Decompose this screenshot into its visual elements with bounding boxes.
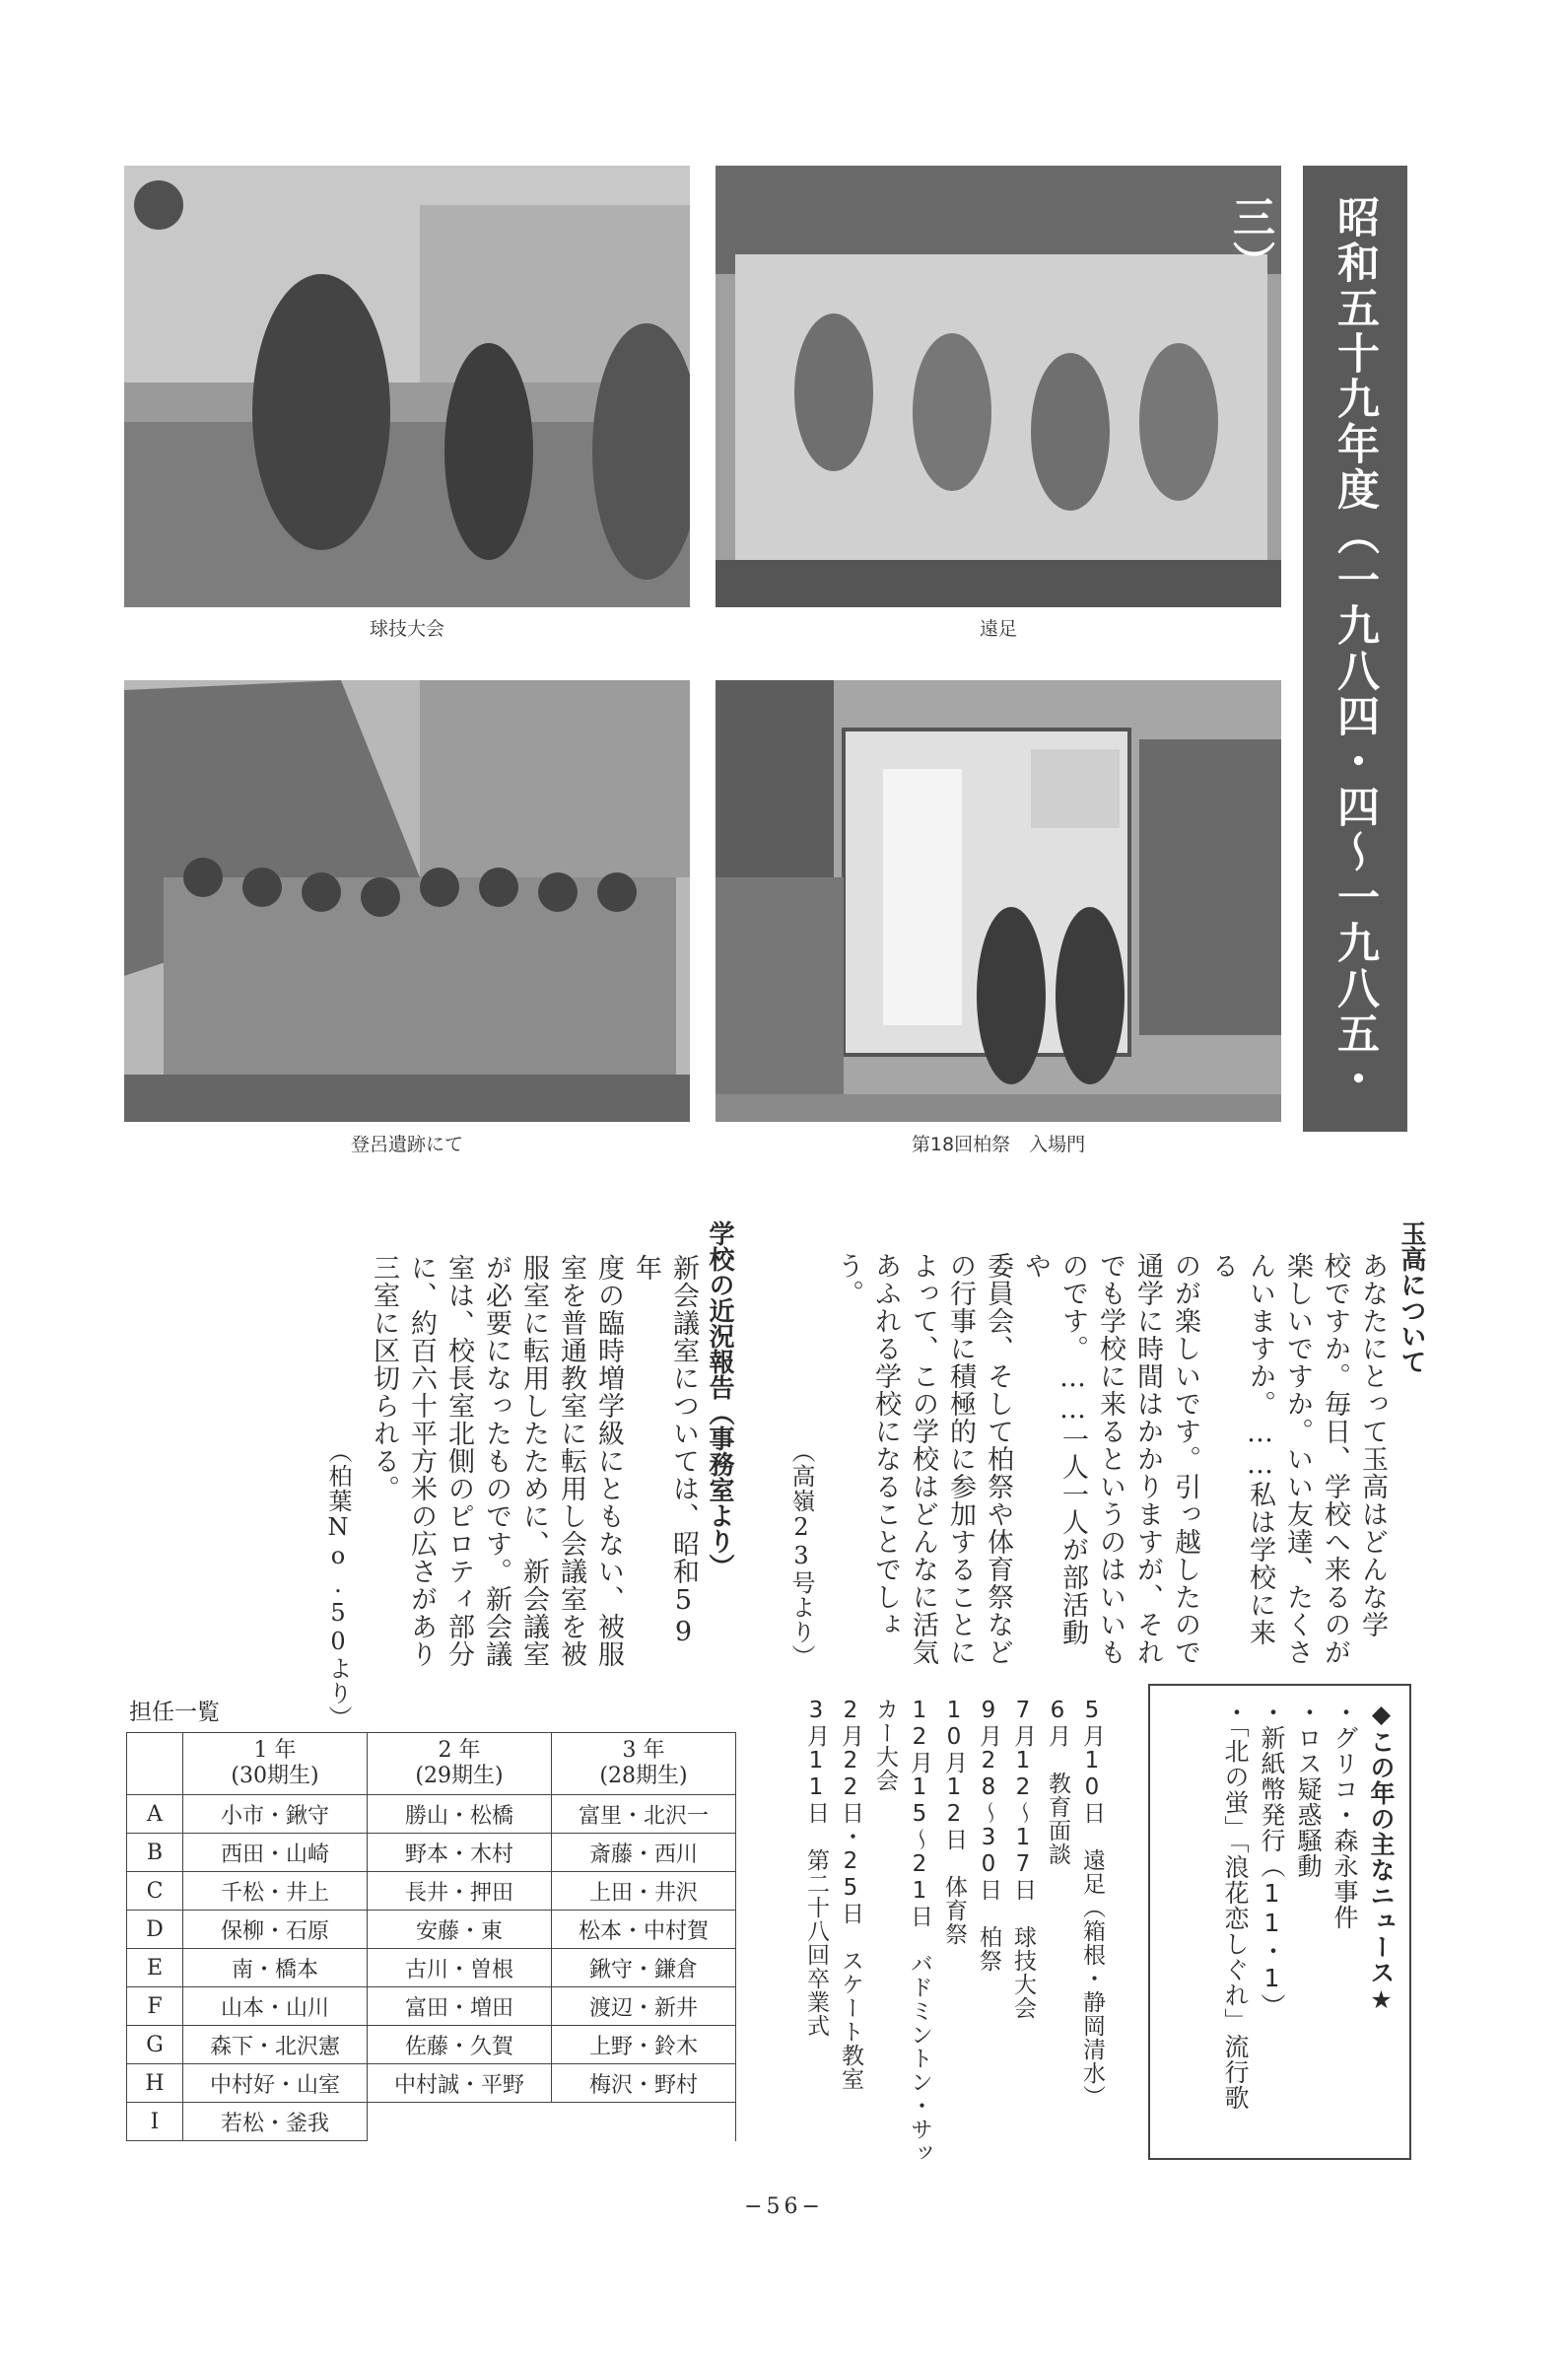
text-line: う。 bbox=[833, 1252, 863, 1307]
text-line: んいますか。……私は学校に来る bbox=[1207, 1252, 1275, 1646]
teacher-cell: 古川・曽根 bbox=[368, 1949, 552, 1987]
article-source: （柏葉No.50より） bbox=[324, 1439, 352, 1730]
teacher-cell: 小市・鍬守 bbox=[183, 1795, 368, 1834]
text-line: 校ですか。毎日、学校へ来るのが bbox=[1320, 1252, 1350, 1666]
class-label: C bbox=[127, 1872, 183, 1911]
article-title: 学校の近況報告（事務室より） bbox=[705, 1220, 734, 1579]
text-line: のが楽しいです。引っ越したので bbox=[1170, 1252, 1200, 1666]
teacher-cell: 南・橋本 bbox=[183, 1949, 368, 1987]
teacher-cell: 富田・増田 bbox=[368, 1987, 552, 2026]
photo-caption: 遠足 bbox=[979, 618, 1017, 640]
class-label: G bbox=[127, 2026, 183, 2064]
event-item: 7月12〜17日 球技大会 bbox=[1010, 1698, 1036, 2020]
news-list bbox=[1217, 1700, 1399, 2145]
class-label: A bbox=[127, 1795, 183, 1834]
teacher-cell: 上野・鈴木 bbox=[552, 2026, 736, 2064]
teacher-cell: 中村好・山室 bbox=[183, 2064, 368, 2103]
photo-festival-gate bbox=[716, 680, 1281, 1122]
teachers-table bbox=[126, 1732, 736, 2141]
article-source: （高嶺23号より） bbox=[787, 1439, 815, 1669]
event-item: カー大会 bbox=[872, 1698, 898, 1792]
teacher-cell: 安藤・東 bbox=[368, 1911, 552, 1949]
photo-sports-tournament bbox=[124, 166, 690, 607]
text-line: 室を普通教室に転用し会議室を被 bbox=[556, 1254, 586, 1668]
table-row bbox=[127, 2103, 736, 2141]
teacher-cell: 渡辺・新井 bbox=[552, 1987, 736, 2026]
event-item: 5月10日 遠足（箱根・静岡清水） bbox=[1079, 1698, 1105, 2109]
teacher-cell: 長井・押田 bbox=[368, 1872, 552, 1911]
table-row bbox=[127, 1987, 736, 2026]
article-title: 玉高について bbox=[1397, 1220, 1426, 1374]
text-line: 三室に区切られる。 bbox=[369, 1254, 399, 1502]
class-label: B bbox=[127, 1834, 183, 1872]
teacher-cell: 勝山・松橋 bbox=[368, 1795, 552, 1834]
event-item: 3月11日 第二十八回卒業式 bbox=[803, 1698, 829, 2038]
page-number: −56− bbox=[744, 2194, 824, 2219]
text-line: 楽しいですか。いい友達、たくさ bbox=[1282, 1252, 1313, 1666]
table-row bbox=[127, 2026, 736, 2064]
text-line: 室は、校長室北側のピロティ部分 bbox=[443, 1254, 474, 1668]
teacher-cell: 中村誠・平野 bbox=[368, 2064, 552, 2103]
class-label: E bbox=[127, 1949, 183, 1987]
table-row bbox=[127, 1795, 736, 1834]
photo-caption: 第18回柏祭 入場門 bbox=[911, 1134, 1086, 1155]
article-body bbox=[365, 1254, 702, 1668]
year-banner bbox=[1226, 166, 1407, 1132]
class-label: F bbox=[127, 1987, 183, 2026]
class-label: D bbox=[127, 1911, 183, 1949]
text-line: あふれる学校になることでしょ bbox=[870, 1252, 901, 1638]
event-item: 6月 教育面談 bbox=[1045, 1698, 1070, 1866]
text-line: 度の臨時増学級にともない、被服 bbox=[593, 1254, 624, 1668]
teacher-cell bbox=[368, 2103, 552, 2141]
text-line: よって、この学校はどんなに活気 bbox=[908, 1252, 938, 1666]
teacher-cell bbox=[552, 2103, 736, 2141]
text-line: あなたにとって玉高はどんな学 bbox=[1357, 1252, 1388, 1638]
table-row bbox=[127, 1834, 736, 1872]
photo-excursion bbox=[716, 166, 1281, 607]
class-label: I bbox=[127, 2103, 183, 2141]
table-row bbox=[127, 1949, 736, 1987]
year-banner-text: 昭和五十九年度（一九八四・四〜一九八五・三） bbox=[1226, 195, 1380, 1102]
teacher-cell: 富里・北沢一 bbox=[552, 1795, 736, 1834]
news-item: ・ロス疑惑騒動 bbox=[1294, 1700, 1323, 1879]
teacher-cell: 松本・中村賀 bbox=[552, 1911, 736, 1949]
text-line: 新会議室については、昭和59年 bbox=[631, 1254, 699, 1648]
event-item: 2月22日・25日 スケート教室 bbox=[838, 1698, 863, 2091]
teacher-cell: 斎藤・西川 bbox=[552, 1834, 736, 1872]
photo-toro-ruins bbox=[124, 680, 690, 1122]
table-header-year2: 2 年 (29期生) bbox=[368, 1733, 552, 1795]
table-header-year3: 3 年 (28期生) bbox=[552, 1733, 736, 1795]
teacher-cell: 野本・木村 bbox=[368, 1834, 552, 1872]
teacher-cell: 上田・井沢 bbox=[552, 1872, 736, 1911]
teacher-cell: 佐藤・久賀 bbox=[368, 2026, 552, 2064]
news-item: ・グリコ・森永事件 bbox=[1330, 1700, 1359, 1930]
event-item: 12月15〜21日 バドミントン・サッ bbox=[907, 1698, 932, 2165]
teacher-cell: 西田・山崎 bbox=[183, 1834, 368, 1872]
event-item: 10月12日 体育祭 bbox=[941, 1698, 967, 1946]
teacher-cell: 千松・井上 bbox=[183, 1872, 368, 1911]
teacher-cell: 山本・山川 bbox=[183, 1987, 368, 2026]
class-label: H bbox=[127, 2064, 183, 2103]
teacher-cell: 森下・北沢憲 bbox=[183, 2026, 368, 2064]
text-line: のです。……一人一人が部活動や bbox=[1020, 1252, 1088, 1646]
text-line: 委員会、そして柏祭や体育祭など bbox=[983, 1252, 1013, 1666]
text-line: でも学校に来るというのはいいも bbox=[1095, 1252, 1125, 1666]
table-row bbox=[127, 1872, 736, 1911]
teacher-cell: 若松・釜我 bbox=[183, 2103, 368, 2141]
teacher-cell: 梅沢・野村 bbox=[552, 2064, 736, 2103]
photo-caption: 登呂遺跡にて bbox=[350, 1134, 463, 1155]
teacher-cell: 鍬守・鎌倉 bbox=[552, 1949, 736, 1987]
news-title: ◆この年の主なニュース★ bbox=[1367, 1700, 1396, 2015]
events-list bbox=[798, 1698, 1109, 2190]
text-line: の行事に積極的に参加することに bbox=[945, 1252, 976, 1666]
table-row bbox=[127, 1911, 736, 1949]
teacher-cell: 保柳・石原 bbox=[183, 1911, 368, 1949]
table-header-year1: 1 年 (30期生) bbox=[183, 1733, 368, 1795]
text-line: 服室に転用したために、新会議室 bbox=[518, 1254, 549, 1668]
text-line: に、約百六十平方米の広さがあり bbox=[406, 1254, 437, 1668]
text-line: 通学に時間はかかりますが、それ bbox=[1132, 1252, 1163, 1666]
event-item: 9月28〜30日 柏祭 bbox=[976, 1698, 1001, 1973]
news-item: ・新紙幣発行（11・1） bbox=[1258, 1700, 1286, 2019]
news-box bbox=[1148, 1684, 1411, 2160]
text-line: が必要になったものです。新会議 bbox=[481, 1254, 511, 1668]
news-item: ・「北の蛍」「浪花恋しぐれ」流行歌 bbox=[1221, 1700, 1250, 2111]
photo-caption: 球技大会 bbox=[369, 618, 444, 640]
table-header-blank bbox=[127, 1733, 183, 1795]
table-row bbox=[127, 2064, 736, 2103]
teachers-title: 担任一覧 bbox=[129, 1700, 220, 1725]
article-body bbox=[829, 1252, 1391, 1666]
